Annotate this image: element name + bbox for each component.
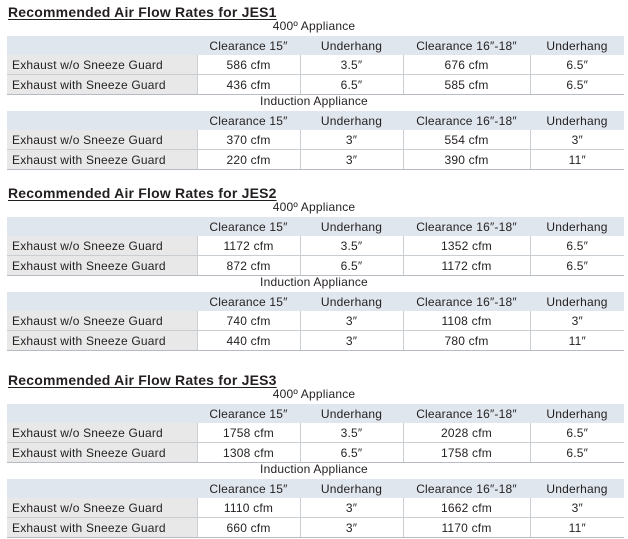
header-underhang: Underhang (530, 111, 624, 130)
cell-value: 6.5″ (530, 236, 624, 256)
table-header-row (7, 292, 624, 311)
flow-rate-table (7, 111, 624, 170)
header-clearance-16-18: Clearance 16″-18″ (403, 111, 530, 130)
header-clearance-16-18: Clearance 16″-18″ (403, 217, 530, 236)
group-title: 400º Appliance (272, 200, 356, 214)
flow-rate-table (7, 36, 624, 95)
header-underhang: Underhang (300, 292, 403, 311)
table-row (7, 75, 624, 95)
table-row (7, 55, 624, 75)
header-clearance-15: Clearance 15″ (197, 292, 300, 311)
group-title: 400º Appliance (272, 19, 356, 33)
header-blank (7, 404, 197, 423)
cell-value: 1308 cfm (197, 443, 300, 463)
cell-value: 3.5″ (300, 423, 403, 443)
cell-value: 11″ (530, 518, 624, 538)
table-row (7, 236, 624, 256)
cell-value: 6.5″ (530, 443, 624, 463)
table-header-row (7, 111, 624, 130)
header-clearance-15: Clearance 15″ (197, 36, 300, 55)
header-underhang: Underhang (300, 217, 403, 236)
cell-value: 3″ (300, 150, 403, 170)
cell-value: 3″ (530, 311, 624, 331)
table-row (7, 311, 624, 331)
row-label: Exhaust w/o Sneeze Guard (7, 498, 197, 518)
flow-rate-table (7, 404, 624, 463)
cell-value: 11″ (530, 150, 624, 170)
cell-value: 440 cfm (197, 331, 300, 351)
flow-rate-table (7, 479, 624, 538)
cell-value: 436 cfm (197, 75, 300, 95)
cell-value: 1108 cfm (403, 311, 530, 331)
group-title: Induction Appliance (260, 462, 368, 476)
row-label: Exhaust w/o Sneeze Guard (7, 130, 197, 150)
header-blank (7, 111, 197, 130)
cell-value: 3.5″ (300, 55, 403, 75)
section-title: Recommended Air Flow Rates for JES2 (8, 185, 277, 201)
flow-rate-table (7, 292, 624, 351)
row-label: Exhaust with Sneeze Guard (7, 256, 197, 276)
cell-value: 3″ (300, 518, 403, 538)
table-row (7, 518, 624, 538)
table-row (7, 423, 624, 443)
row-label: Exhaust w/o Sneeze Guard (7, 55, 197, 75)
header-underhang: Underhang (300, 479, 403, 498)
cell-value: 11″ (530, 331, 624, 351)
header-clearance-16-18: Clearance 16″-18″ (403, 404, 530, 423)
cell-value: 6.5″ (300, 256, 403, 276)
cell-value: 3″ (300, 331, 403, 351)
cell-value: 3″ (530, 130, 624, 150)
header-clearance-15: Clearance 15″ (197, 217, 300, 236)
row-label: Exhaust w/o Sneeze Guard (7, 423, 197, 443)
group-title: Induction Appliance (260, 275, 368, 289)
cell-value: 586 cfm (197, 55, 300, 75)
table-row (7, 130, 624, 150)
cell-value: 1170 cfm (403, 518, 530, 538)
group-title: Induction Appliance (260, 94, 368, 108)
header-blank (7, 292, 197, 311)
cell-value: 780 cfm (403, 331, 530, 351)
row-label: Exhaust with Sneeze Guard (7, 75, 197, 95)
cell-value: 585 cfm (403, 75, 530, 95)
header-clearance-16-18: Clearance 16″-18″ (403, 479, 530, 498)
table-row (7, 256, 624, 276)
header-underhang: Underhang (300, 404, 403, 423)
table-header-row (7, 479, 624, 498)
cell-value: 220 cfm (197, 150, 300, 170)
cell-value: 6.5″ (530, 423, 624, 443)
cell-value: 3″ (300, 311, 403, 331)
table-header-row (7, 404, 624, 423)
row-label: Exhaust with Sneeze Guard (7, 331, 197, 351)
row-label: Exhaust with Sneeze Guard (7, 443, 197, 463)
cell-value: 3″ (300, 130, 403, 150)
row-label: Exhaust w/o Sneeze Guard (7, 236, 197, 256)
cell-value: 660 cfm (197, 518, 300, 538)
cell-value: 6.5″ (300, 75, 403, 95)
header-blank (7, 479, 197, 498)
row-label: Exhaust with Sneeze Guard (7, 150, 197, 170)
table-row (7, 150, 624, 170)
cell-value: 6.5″ (300, 443, 403, 463)
header-clearance-15: Clearance 15″ (197, 479, 300, 498)
cell-value: 390 cfm (403, 150, 530, 170)
header-underhang: Underhang (530, 217, 624, 236)
group-title: 400º Appliance (272, 387, 356, 401)
header-underhang: Underhang (300, 36, 403, 55)
table-row (7, 498, 624, 518)
header-clearance-15: Clearance 15″ (197, 404, 300, 423)
row-label: Exhaust with Sneeze Guard (7, 518, 197, 538)
table-row (7, 331, 624, 351)
cell-value: 3″ (300, 498, 403, 518)
table-header-row (7, 36, 624, 55)
cell-value: 676 cfm (403, 55, 530, 75)
cell-value: 1110 cfm (197, 498, 300, 518)
header-underhang: Underhang (530, 36, 624, 55)
flow-rate-table (7, 217, 624, 276)
header-clearance-15: Clearance 15″ (197, 111, 300, 130)
table-row (7, 443, 624, 463)
section-title: Recommended Air Flow Rates for JES1 (8, 4, 277, 20)
cell-value: 554 cfm (403, 130, 530, 150)
cell-value: 1172 cfm (197, 236, 300, 256)
section-title: Recommended Air Flow Rates for JES3 (8, 372, 277, 388)
cell-value: 6.5″ (530, 256, 624, 276)
cell-value: 370 cfm (197, 130, 300, 150)
cell-value: 1352 cfm (403, 236, 530, 256)
header-underhang: Underhang (300, 111, 403, 130)
cell-value: 740 cfm (197, 311, 300, 331)
cell-value: 3.5″ (300, 236, 403, 256)
header-underhang: Underhang (530, 404, 624, 423)
cell-value: 2028 cfm (403, 423, 530, 443)
header-clearance-16-18: Clearance 16″-18″ (403, 292, 530, 311)
cell-value: 1172 cfm (403, 256, 530, 276)
header-underhang: Underhang (530, 479, 624, 498)
cell-value: 3″ (530, 498, 624, 518)
header-clearance-16-18: Clearance 16″-18″ (403, 36, 530, 55)
cell-value: 1758 cfm (403, 443, 530, 463)
cell-value: 1758 cfm (197, 423, 300, 443)
row-label: Exhaust w/o Sneeze Guard (7, 311, 197, 331)
header-blank (7, 217, 197, 236)
cell-value: 6.5″ (530, 55, 624, 75)
cell-value: 6.5″ (530, 75, 624, 95)
table-header-row (7, 217, 624, 236)
header-underhang: Underhang (530, 292, 624, 311)
cell-value: 872 cfm (197, 256, 300, 276)
header-blank (7, 36, 197, 55)
cell-value: 1662 cfm (403, 498, 530, 518)
